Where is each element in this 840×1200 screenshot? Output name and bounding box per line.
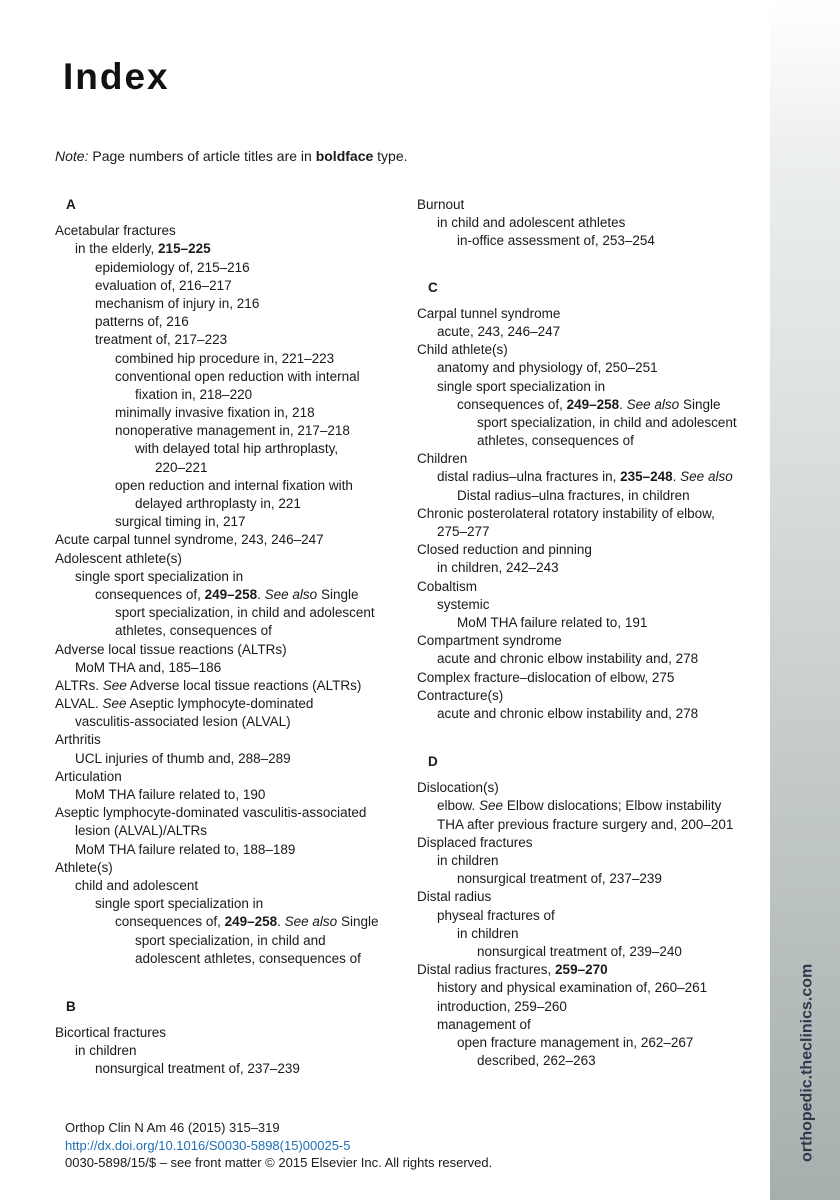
copyright-line: 0030-5898/15/$ – see front matter © 2015 Elsevier Inc. All rights reserved. [65,1155,493,1170]
index-entry: fixation in, 218–220 [135,386,253,402]
index-entry: Distal radius–ulna fractures, in children [457,487,690,503]
index-entry: delayed arthroplasty in, 221 [135,496,301,511]
index-entry: Carpal tunnel syndrome [417,305,561,321]
index-entry: consequences of, 249–258. See also Single [95,586,359,602]
index-entry: distal radius–ulna fractures in, 235–248. See also [437,469,733,485]
index-entry: adolescent athletes, consequences of [135,950,361,966]
index-entry: vasculitis-associated lesion (ALVAL) [75,714,291,730]
index-entry: Distal radius [417,889,492,905]
index-entry: nonoperative management in, 217–218 [115,423,350,439]
note-bold-word: boldface [315,148,374,164]
index-entry: ALVAL. See Aseptic lymphocyte-dominated [55,696,314,712]
index-entry: acute and chronic elbow instability and, 278 [437,651,699,667]
index-entry: mechanism of injury in, 216 [95,295,260,311]
index-entry: Complex fracture–dislocation of elbow, 275 [417,669,675,685]
index-entry: conventional open reduction with internal [115,368,360,384]
index-entry: Burnout [417,197,465,212]
index-entry: history and physical examination of, 260–261 [437,980,708,996]
index-entry: open reduction and internal fixation with [115,477,353,493]
index-entry: open fracture management in, 262–267 [457,1034,694,1050]
index-entry: systemic [437,596,490,612]
index-entry: Children [417,451,468,467]
note [55,148,408,164]
page-title: Index [63,56,170,97]
index-entry: Acute carpal tunnel syndrome, 243, 246–247 [55,532,324,548]
index-entry: Closed reduction and pinning [417,542,592,558]
index-entry: UCL injuries of thumb and, 288–289 [75,750,291,766]
index-entry: minimally invasive fixation in, 218 [115,405,315,421]
section-letter-c: C [428,279,438,295]
index-entry: single sport specialization in [437,378,606,394]
index-entry: elbow. See Elbow dislocations; Elbow instability [437,798,722,814]
note-text-after: type. [373,148,408,164]
index-entry: in children, 242–243 [437,560,559,576]
index-entry: Cobaltism [417,578,478,594]
index-entry: physeal fractures of [437,907,555,923]
index-entry: athletes, consequences of [115,623,272,639]
index-entry: in children [437,853,499,868]
index-entry: athletes, consequences of [477,433,634,449]
note-label: Note: [55,148,89,164]
index-entry: MoM THA failure related to, 191 [457,614,648,630]
index-entry: consequences of, 249–258. See also Single [457,396,721,412]
index-entry: Displaced fractures [417,834,533,850]
index-entry: single sport specialization in [95,896,264,912]
index-entry: MoM THA failure related to, 190 [75,787,266,802]
index-entry: in the elderly, 215–225 [75,241,211,257]
index-entry: combined hip procedure in, 221–223 [115,350,335,366]
index-entry: sport specialization, in child and adolescent [477,414,737,430]
index-entry: nonsurgical treatment of, 237–239 [457,871,662,887]
doi-link[interactable]: http://dx.doi.org/10.1016/S0030-5898(15)00025-5 [65,1137,351,1153]
index-entry: child and adolescent [75,877,199,893]
index-entry: acute and chronic elbow instability and, 278 [437,705,699,721]
section-letter-d: D [428,754,438,770]
index-entry: Bicortical fractures [55,1025,167,1041]
index-entry: sport specialization, in child and adolescent [115,605,375,621]
index-entry: 220–221 [155,459,208,475]
index-entry: 275–277 [437,524,490,539]
index-entry: anatomy and physiology of, 250–251 [437,360,658,376]
index-entry: described, 262–263 [477,1053,596,1069]
index-entry: Athlete(s) [55,859,113,875]
index-entry: surgical timing in, 217 [115,514,246,530]
index-entry: Articulation [55,768,122,784]
index-entry: ALTRs. See Adverse local tissue reactions (ALTRs) [55,677,362,693]
index-entry: lesion (ALVAL)/ALTRs [75,823,208,839]
index-entry: evaluation of, 216–217 [95,277,232,293]
index-entry: Contracture(s) [417,687,504,703]
index-entry: single sport specialization in [75,568,244,584]
section-letter-b: B [66,998,76,1014]
index-entry: Adolescent athlete(s) [55,550,182,566]
index-entry: Adverse local tissue reactions (ALTRs) [55,641,287,657]
index-entry: in children [75,1043,137,1059]
index-entry: THA after previous fracture surgery and, 200–201 [437,816,734,832]
index-entry: in-office assessment of, 253–254 [457,233,655,249]
index-entry: management of [437,1016,531,1032]
index-entry: Chronic posterolateral rotatory instability of elbow, [417,505,715,521]
index-entry: in children [457,925,519,941]
index-entry: Aseptic lymphocyte-dominated vasculitis-associated [55,805,367,821]
index-entry: consequences of, 249–258. See also Single [115,914,379,930]
index-entry: Dislocation(s) [417,780,499,796]
journal-citation: Orthop Clin N Am 46 (2015) 315–319 [65,1120,280,1135]
index-entry: epidemiology of, 215–216 [95,259,250,275]
index-entry: Distal radius fractures, 259–270 [417,962,608,978]
index-entry: MoM THA and, 185–186 [75,659,222,675]
page-footer [65,1119,492,1172]
right-column [417,196,762,1070]
index-entry: MoM THA failure related to, 188–189 [75,841,296,857]
left-column [55,196,400,1079]
journal-sidebar [770,0,840,1200]
index-entry: Compartment syndrome [417,633,562,649]
section-letter-a: A [66,197,76,212]
index-entry: introduction, 259–260 [437,998,567,1014]
index-entry: sport specialization, in child and [135,932,326,948]
index-entry: nonsurgical treatment of, 237–239 [95,1061,300,1077]
index-entry: Arthritis [55,732,101,748]
journal-website: orthopedic.theclinics.com [798,963,815,1162]
index-entry: patterns of, 216 [95,314,189,330]
note-text-before: Page numbers of article titles are in [88,148,316,164]
index-entry: Acetabular fractures [55,223,176,239]
index-entry: acute, 243, 246–247 [437,323,561,339]
index-entry: in child and adolescent athletes [437,215,626,231]
index-entry: Child athlete(s) [417,342,508,358]
index-entry: treatment of, 217–223 [95,332,228,348]
index-entry: with delayed total hip arthroplasty, [135,441,339,457]
index-entry: nonsurgical treatment of, 239–240 [477,943,682,959]
